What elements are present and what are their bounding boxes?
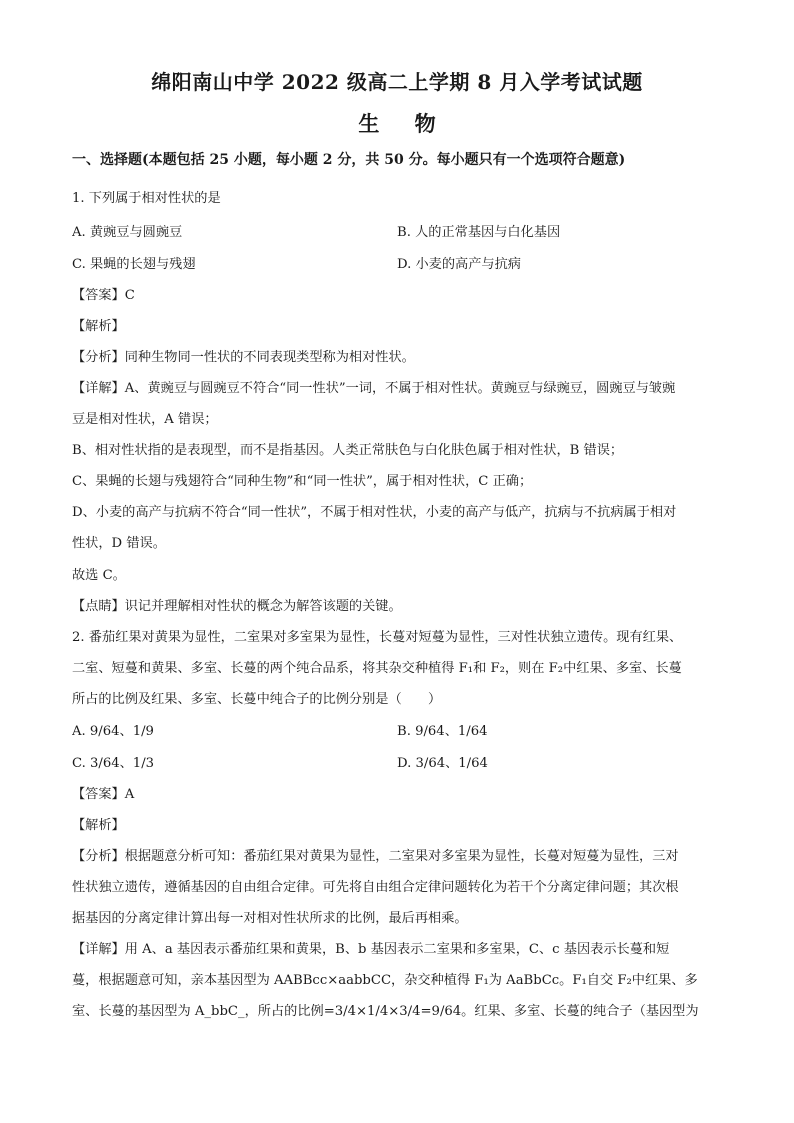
q2-option-d: D. 3/64、1/64 — [397, 756, 488, 771]
q2-option-b: B. 9/64、1/64 — [397, 724, 488, 739]
q2-detail-line: 蔓，根据题意可知，亲本基因型为 AABBcc×aabbCC，杂交种植得 F₁为 AaBbCc。F₁自交 F₂中红果、多 — [72, 973, 698, 988]
q1-detail-line: D、小麦的高产与抗病不符合“同一性状”，不属于相对性状，小麦的高产与低产，抗病与不抗病属于相对 — [72, 505, 677, 520]
q2-stem-line: 所占的比例及红果、多室、长蔓中纯合子的比例分别是（ ） — [72, 692, 442, 707]
q1-dianjing: 【点睛】识记并理解相对性状的概念为解答该题的关键。 — [72, 599, 402, 614]
section-heading: 一、选择题(本题包括 25 小题，每小题 2 分，共 50 分。每小题只有一个选项符合题意) — [72, 152, 626, 168]
q1-detail-line: 性状，D 错误。 — [72, 536, 166, 551]
q1-stem: 1. 下列属于相对性状的是 — [72, 191, 221, 206]
q1-option-a: A. 黄豌豆与圆豌豆 — [72, 225, 183, 240]
q1-fenxi: 【分析】同种生物同一性状的不同表现类型称为相对性状。 — [72, 350, 415, 365]
q1-conclusion: 故选 C。 — [72, 568, 126, 583]
q2-detail-line: 【详解】用 A、a 基因表示番茄红果和黄果，B、b 基因表示二室果和多室果，C、c 基因表示长蔓和短 — [72, 942, 670, 957]
q2-stem-line: 2. 番茄红果对黄果为显性，二室果对多室果为显性，长蔓对短蔓为显性，三对性状独立遗传。现有红果、 — [72, 630, 683, 645]
q2-option-c: C. 3/64、1/3 — [72, 756, 155, 771]
q1-detail-line: 豆是相对性状，A 错误； — [72, 412, 218, 427]
q2-fenxi-line: 【分析】根据题意分析可知：番茄红果对黄果为显性，二室果对多室果为显性，长蔓对短蔓为显性，三对 — [72, 849, 679, 864]
q2-option-a: A. 9/64、1/9 — [72, 724, 154, 739]
q1-option-b: B. 人的正常基因与白化基因 — [397, 225, 561, 240]
q1-option-d: D. 小麦的高产与抗病 — [397, 257, 521, 272]
q2-fenxi-line: 性状独立遗传，遵循基因的自由组合定律。可先将自由组合定律问题转化为若干个分离定律问题；其次根 — [72, 880, 679, 895]
q2-detail-line: 室、长蔓的基因型为 A_bbC_，所占的比例=3/4×1/4×3/4=9/64。红果、多室、长蔓的纯合子（基因型为 — [72, 1004, 699, 1019]
q1-detail-line: 【详解】A、黄豌豆与圆豌豆不符合“同一性状”一词，不属于相对性状。黄豌豆与绿豌豆，圆豌豆与皱豌 — [72, 381, 676, 396]
q2-fenxi-line: 据基因的分离定律计算出每一对相对性状所求的比例，最后再相乘。 — [72, 911, 468, 926]
q1-detail-line: B、相对性状指的是表现型，而不是指基因。人类正常肤色与白化肤色属于相对性状，B 错误； — [72, 443, 624, 458]
q1-detail-line: C、果蝇的长翅与残翅符合“同种生物”和“同一性状”，属于相对性状，C 正确； — [72, 474, 533, 489]
exam-title: 绵阳南山中学 2022 级高二上学期 8 月入学考试试题 — [151, 70, 643, 94]
q2-stem-line: 二室、短蔓和黄果、多室、长蔓的两个纯合品系，将其杂交种植得 F₁和 F₂，则在 F₂中红果、多室、长蔓 — [72, 661, 682, 676]
q1-analysis-tag: 【解析】 — [72, 319, 125, 334]
q2-analysis-tag: 【解析】 — [72, 818, 125, 833]
subject-title: 生 物 — [358, 111, 450, 136]
q1-option-c: C. 果蝇的长翅与残翅 — [72, 257, 196, 272]
q2-answer: 【答案】A — [72, 787, 135, 802]
q1-answer: 【答案】C — [72, 288, 135, 303]
